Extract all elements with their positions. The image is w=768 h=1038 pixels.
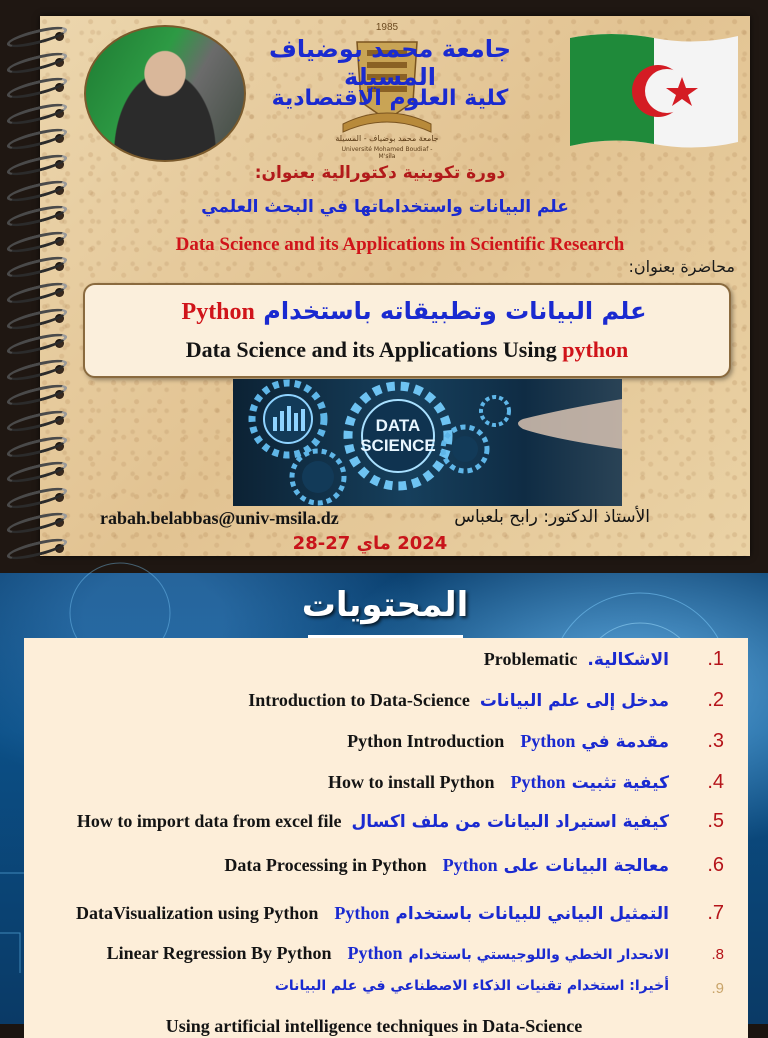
author-name: الأستاذ الدكتور: رابح بلعباس (454, 507, 650, 527)
lecture-title-box (83, 283, 731, 378)
item-text (275, 977, 669, 995)
contents-item (24, 648, 724, 678)
course-title-ar: علم البيانات واستخداماتها في البحث العلمي (201, 197, 569, 217)
university-name: جامعة محمد بوضياف المسيلة (268, 35, 512, 91)
contents-item (24, 976, 724, 1006)
item-arabic: الاشكالية. (587, 650, 669, 670)
course-intro: دورة تكوينية دكتورالية بعنوان: (254, 163, 506, 183)
lecture-title-en-python: python (562, 337, 629, 362)
lecture-date: 2024 ماي 27-28 (292, 533, 448, 554)
item-text (484, 649, 669, 670)
item-number: .8 (711, 946, 724, 963)
item-english: Introduction to Data-Science (248, 690, 470, 710)
image-label-word: DATA (375, 416, 421, 435)
item-arabic: التمثيل البياني للبيانات باستخدام (395, 904, 669, 924)
item-arabic: أخيرا: استخدام تقنيات الذكاء الاصطناعي في علم البيانات (274, 978, 669, 994)
item-text (107, 943, 669, 964)
lecture-title-ar (85, 297, 729, 326)
contents-item (24, 771, 724, 801)
item-text (77, 811, 669, 832)
item-text (347, 731, 669, 752)
author-email: rabah.belabbas@univ-msila.dz (100, 508, 339, 528)
item-english: How to import data from excel file (76, 811, 342, 831)
item-english: Problematic (483, 649, 578, 669)
item-arabic: معالجة البيانات على (503, 856, 669, 876)
item-python: Python (520, 731, 576, 751)
item-english: Data Processing in Python (224, 855, 427, 875)
item-arabic: الانحدار الخطي واللوجيستي باستخدام (408, 947, 669, 963)
item-number: .5 (707, 810, 724, 832)
item-text (248, 690, 669, 711)
algeria-flag-icon (566, 30, 742, 152)
item-number: .9 (711, 980, 724, 997)
lecture-title-en (85, 337, 729, 363)
item-arabic: مقدمة في (581, 732, 669, 752)
faculty-name: كلية العلوم الاقتصادية (271, 86, 509, 111)
item-number: .2 (707, 689, 724, 711)
item-python: Python (347, 943, 403, 963)
logo-caption-ar: جامعة محمد بوضياف - المسيلة (335, 134, 439, 143)
item-text (328, 772, 669, 793)
logo-caption-fr: Université Mohamed Boudiaf - M'sila (341, 146, 433, 160)
item-number: .3 (707, 730, 724, 752)
item-english: Python Introduction (347, 731, 505, 751)
item-english: Linear Regression By Python (106, 943, 332, 963)
data-science-illustration (233, 379, 622, 506)
lecture-title-python: Python (181, 299, 255, 325)
item-9-english: Using artificial intelligence techniques in Data-Science (165, 1016, 583, 1036)
item-number: .4 (707, 771, 724, 793)
gears-icon (233, 379, 622, 506)
lecture-title-en-text: Data Science and its Applications Using (185, 337, 557, 362)
contents-item (24, 942, 724, 972)
logo-year: 1985 (375, 22, 399, 33)
contents-item (24, 810, 724, 840)
author-photo (84, 25, 246, 162)
item-english: DataVisualization using Python (75, 903, 319, 923)
item-python: Python (510, 772, 566, 792)
contents-list (24, 638, 748, 1038)
item-english: How to install Python (328, 772, 495, 792)
lecture-title-ar-text: علم البيانات وتطبيقاته باستخدام (263, 297, 647, 325)
author-line (100, 507, 650, 531)
item-text (76, 903, 669, 924)
item-python: Python (334, 903, 390, 923)
contents-title: المحتويات (301, 585, 469, 625)
contents-slide (0, 573, 768, 1036)
item-arabic: كيفية تثبيت (571, 773, 669, 793)
item-number: .1 (707, 648, 724, 670)
contents-item (24, 689, 724, 719)
contents-item (24, 730, 724, 760)
course-title-en: Data Science and its Applications in Scientific Research (175, 234, 625, 255)
lecture-intro: محاضرة بعنوان: (628, 257, 735, 276)
item-text (224, 855, 669, 876)
item-arabic: مدخل إلى علم البيانات (479, 691, 669, 711)
image-label-word: SCIENCE (360, 436, 436, 455)
item-python: Python (442, 855, 498, 875)
contents-item (24, 854, 724, 884)
item-number: .6 (707, 854, 724, 876)
item-arabic: كيفية استيراد البيانات من ملف اكسال (351, 812, 669, 832)
item-number: .7 (707, 902, 724, 924)
contents-item (24, 902, 724, 932)
